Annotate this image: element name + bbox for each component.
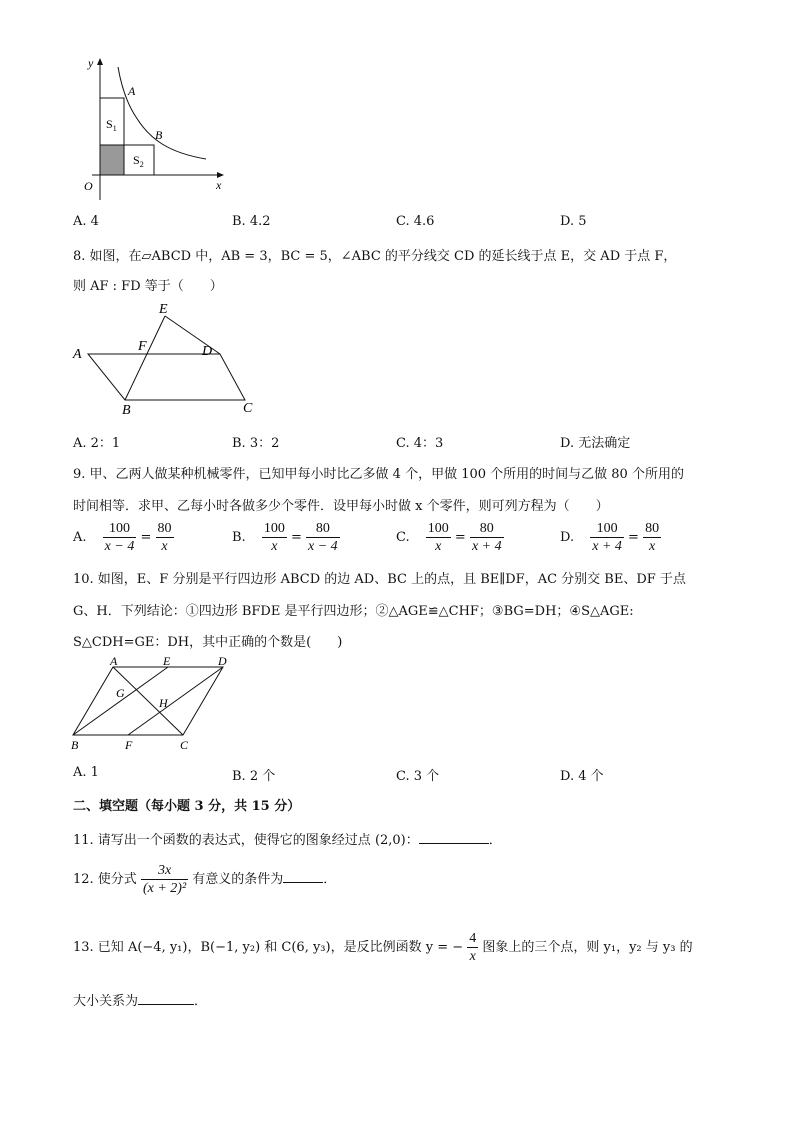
s1-sub: 1 xyxy=(112,124,117,133)
q10-label-e: E xyxy=(163,655,171,668)
q10-option-b: B. 2 个 xyxy=(232,769,276,784)
q7-option-b: B. 4.2 xyxy=(232,214,271,229)
x-axis-label: x xyxy=(216,178,222,192)
q13-line2: 大小关系为 ． xyxy=(73,994,208,1009)
q9-stem-line1: 9. 甲、乙两人做某种机械零件，已知甲每小时比乙多做 4 个，甲做 100 个所用的时间与乙做 80 个所用的 xyxy=(73,467,684,482)
q8-label-d: D xyxy=(202,344,213,359)
q12-answer-blank[interactable] xyxy=(283,870,323,883)
y-axis-label: y xyxy=(88,56,94,70)
q13-answer-blank[interactable] xyxy=(138,992,194,1005)
point-a-label: A xyxy=(128,84,136,98)
q8-option-d: D. 无法确定 xyxy=(560,436,631,451)
q8-option-c: C. 4：3 xyxy=(396,436,444,451)
q10-stem-line2: G、H．下列结论：①四边形 BFDE 是平行四边形；②△AGE≌△CHF；③BG=DH；④S△AGE: xyxy=(73,604,634,619)
q8-option-a: A. 2：1 xyxy=(73,436,121,451)
q8-label-f: F xyxy=(138,339,147,354)
q12: 12. 使分式 $\frac{3x}{\text{(x + 2)²}}$ 有意义的条件为 ． xyxy=(73,863,337,896)
q10-label-d: D xyxy=(218,655,227,668)
q7-option-a: A. 4 xyxy=(73,214,99,229)
q9-stem-line2: 时间相等．求甲、乙每小时各做多少个零件．设甲每小时做 x 个零件，则可列方程为（ ） xyxy=(73,499,609,514)
q11: 11. 请写出一个函数的表达式，使得它的图象经过点 (2,0)： ． xyxy=(73,833,502,848)
q10-label-b: B xyxy=(71,738,79,752)
q8-option-b: B. 3：2 xyxy=(232,436,280,451)
q10-label-c: C xyxy=(180,738,189,752)
svg-text:S2 xyxy=(133,153,144,169)
q10-label-a: A xyxy=(110,655,118,668)
point-b-label: B xyxy=(155,128,163,142)
q9-option-c: C. $\frac{100}{x}$ = $\frac{80}{x + 4}$ xyxy=(396,521,502,554)
q8-stem-line2: 则 AF : FD 等于（ ） xyxy=(73,279,223,294)
q9-option-a: A. $\frac{100}{x - 4}$ = $\frac{80}{x}$ xyxy=(73,521,172,554)
q10-figure xyxy=(68,655,238,755)
q8-stem-line1: 8. 如图，在▱ABCD 中，AB = 3，BC = 5，∠ABC 的平分线交 CD 的延长线于点 E，交 AD 于点 F， xyxy=(73,249,677,264)
q10-stem-line3: S△CDH=GE：DH，其中正确的个数是( ) xyxy=(73,635,343,650)
q10-label-f: F xyxy=(125,738,133,752)
section-heading: 二、填空题（每小题 3 分，共 15 分） xyxy=(73,799,301,814)
s2-sub: 2 xyxy=(139,160,144,169)
q13-line1: 13. 已知 A(−4, y₁)，B(−1, y₂) 和 C(6, y₃)，是反比例函数 y = − $\frac{4}{x}$ 图象上的三个点，则 y₁，y₂ 与 y₃ 的 xyxy=(73,931,693,964)
q10-label-h: H xyxy=(159,696,168,710)
q9-option-b: B. $\frac{100}{x}$ = $\frac{80}{x - 4}$ xyxy=(232,521,338,554)
origin-label: O xyxy=(84,179,93,193)
q7-figure xyxy=(70,55,230,205)
q10-option-d: D. 4 个 xyxy=(560,769,604,784)
q11-answer-blank[interactable] xyxy=(419,831,489,844)
q10-option-a: A. 1 xyxy=(73,765,99,780)
q10-option-c: C. 3 个 xyxy=(396,769,440,784)
q8-figure xyxy=(70,300,270,420)
q10-label-g: G xyxy=(116,686,125,700)
q8-label-c: C xyxy=(243,401,253,416)
q8-label-b: B xyxy=(122,403,131,418)
q8-label-e: E xyxy=(159,302,168,317)
q7-option-d: D. 5 xyxy=(560,214,587,229)
svg-text:S1 xyxy=(106,117,117,133)
q10-stem-line1: 10. 如图，E、F 分别是平行四边形 ABCD 的边 AD、BC 上的点，且 BE∥DF，AC 分别交 BE、DF 于点 xyxy=(73,572,686,587)
q8-label-a: A xyxy=(73,347,82,362)
s1-label: S xyxy=(106,117,113,131)
q7-option-c: C. 4.6 xyxy=(396,214,435,229)
q9-option-d: D. $\frac{100}{x + 4}$ = $\frac{80}{x}$ xyxy=(560,521,660,554)
s2-label: S xyxy=(133,153,140,167)
